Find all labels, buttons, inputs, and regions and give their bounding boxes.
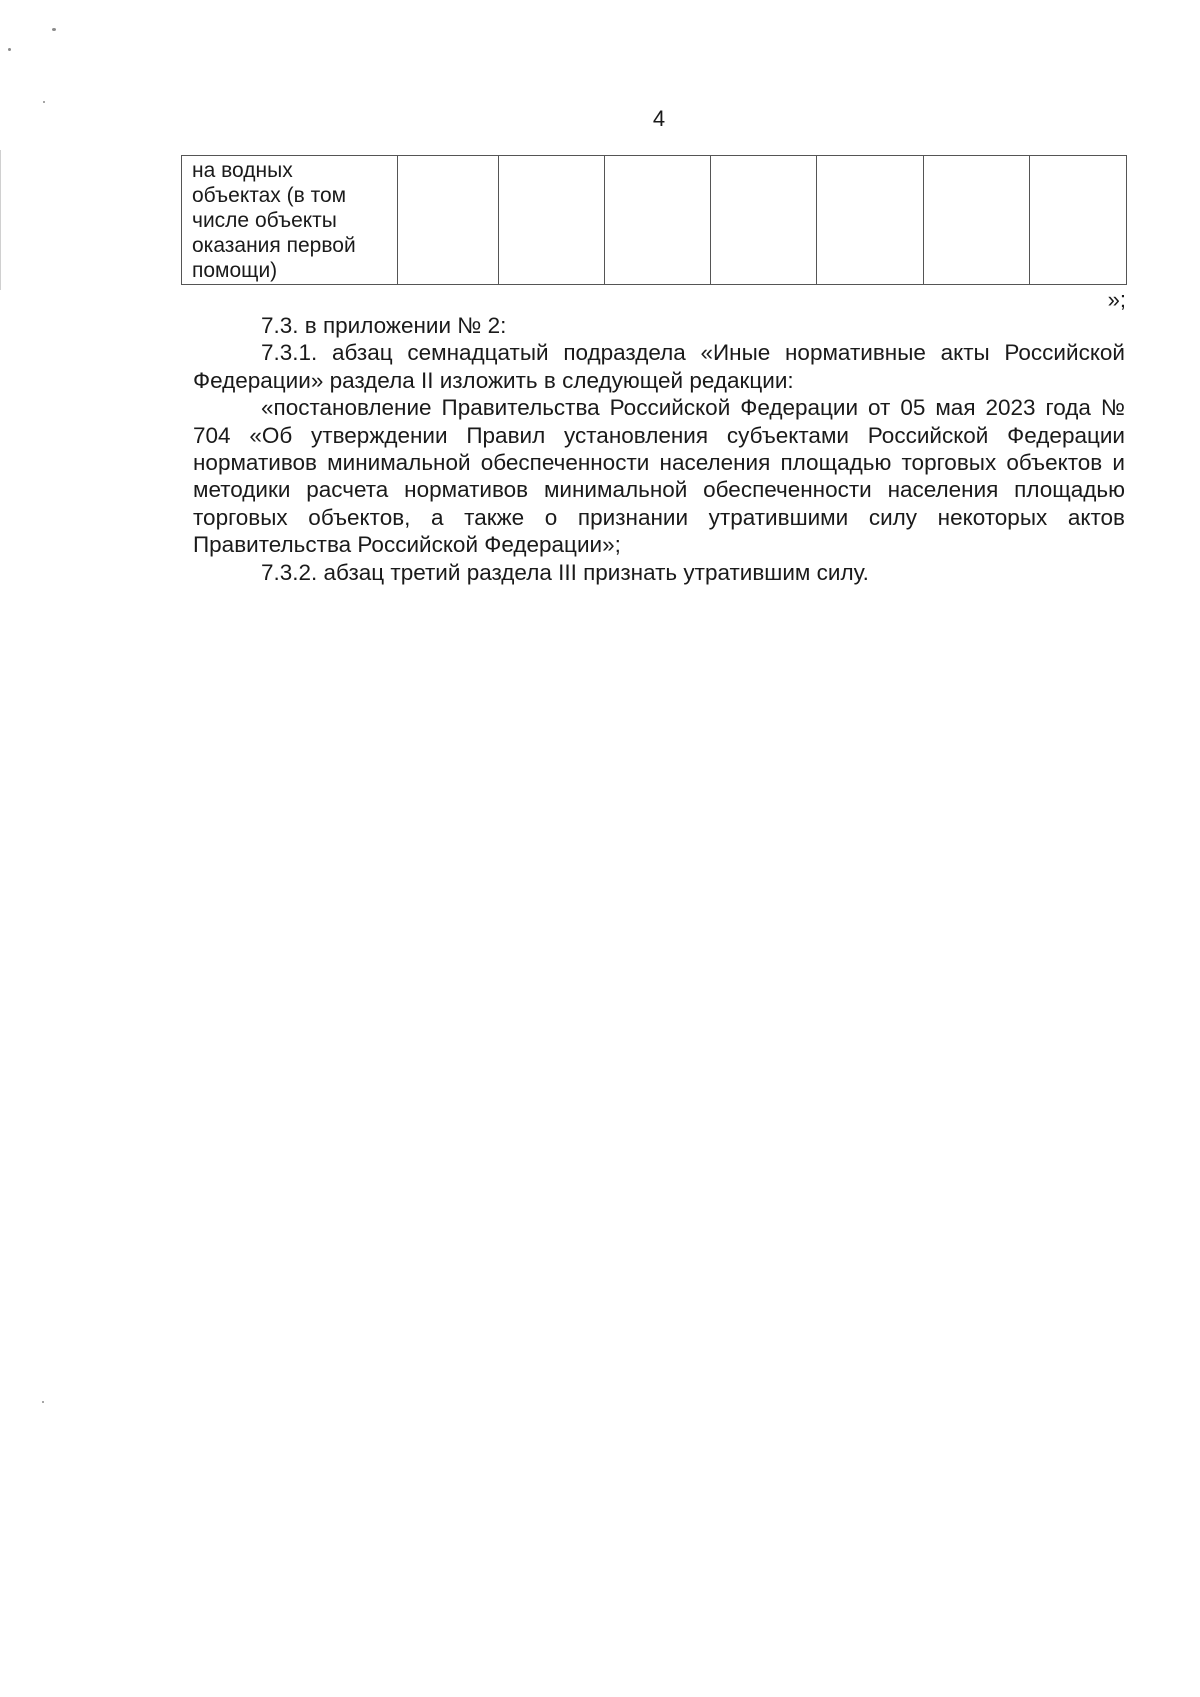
paragraph-quoted-resolution: «постановление Правительства Российской Федерации от 05 мая 2023 года № 704 «Об утверждении Правил установления субъектами Российской Федерации нормативов минимальной обеспеченности населения площадью торговых объектов и методики расчета нормативов минимальной обеспеченности населения площадью торговых объектов, а также о признании утратившими силу некоторых актов Правительства Российской Федерации»;	[193, 395, 1125, 558]
table-cell	[398, 156, 499, 285]
page-number: 4	[652, 106, 666, 131]
paragraph-7-3-1: 7.3.1. абзац семнадцатый подраздела «Иные нормативные акты Российской Федерации» раздела II изложить в следующей редакции:	[193, 340, 1125, 393]
paragraph-7-3-2: 7.3.2. абзац третий раздела III признать утратившим силу.	[261, 559, 869, 585]
table-closing-quote: »;	[1107, 287, 1126, 312]
table-cell-object-type: на водных объектах (в том числе объекты оказания первой помощи)	[182, 156, 398, 285]
table-cell	[499, 156, 605, 285]
scan-speck	[8, 48, 11, 51]
table-cell	[924, 156, 1030, 285]
scan-speck	[43, 101, 45, 103]
continued-table	[181, 155, 1127, 285]
scan-speck	[52, 28, 56, 31]
table-cell	[605, 156, 711, 285]
paragraph-7-3: 7.3. в приложении № 2:	[261, 313, 507, 338]
table-row	[182, 156, 1127, 285]
scan-edge-line	[0, 150, 1, 290]
table-cell	[711, 156, 817, 285]
table-cell	[817, 156, 924, 285]
scan-speck	[42, 1401, 44, 1403]
table-cell	[1030, 156, 1127, 285]
document-body	[193, 312, 1125, 586]
